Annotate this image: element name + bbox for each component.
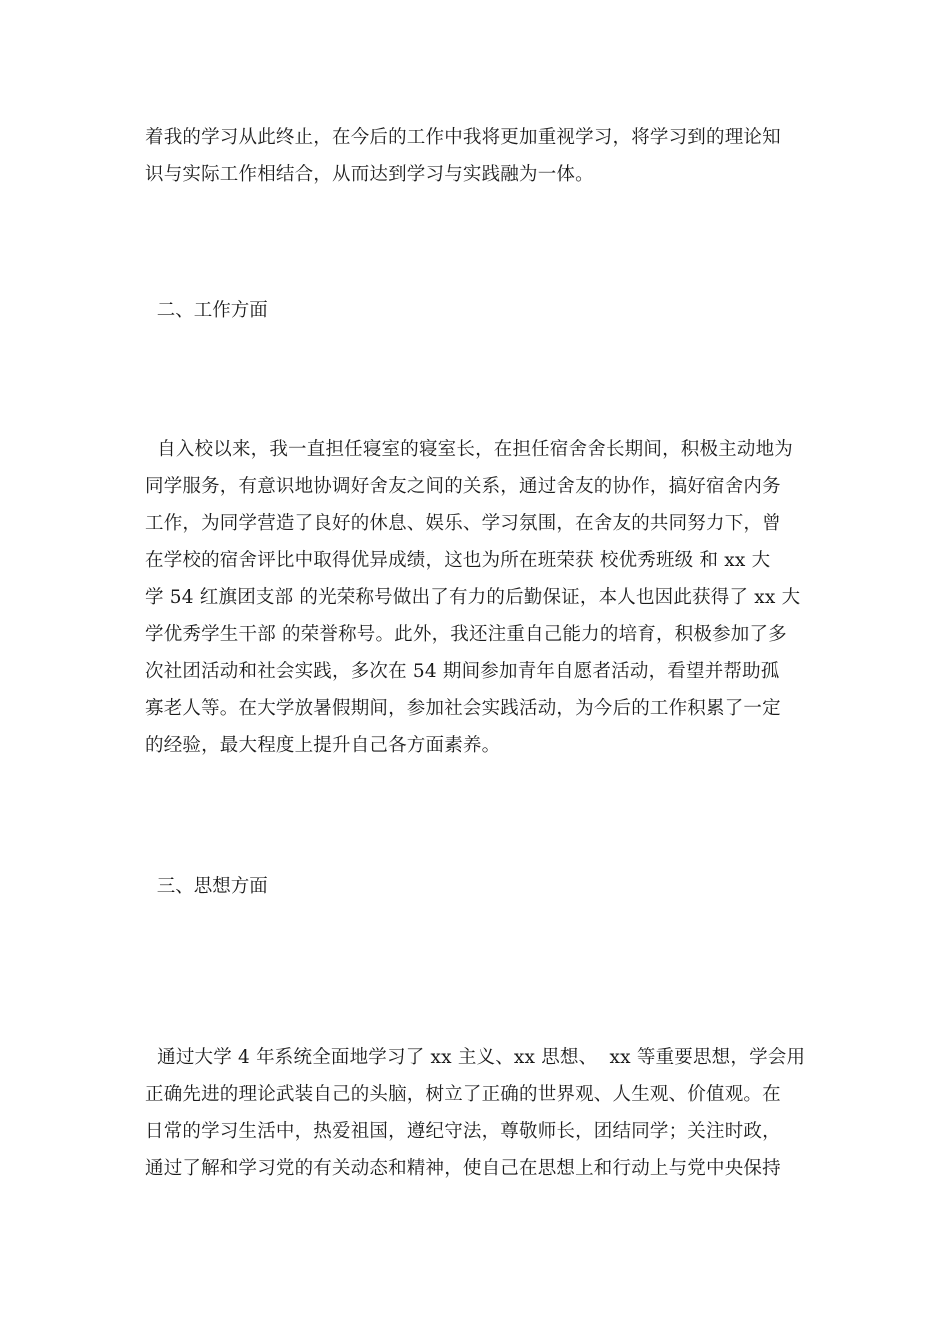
section-heading-work: 二、工作方面 [145, 300, 268, 321]
section-heading-thought: 三、思想方面 [145, 876, 268, 897]
paragraph-work-line-9: 的经验，最大程度上提升自己各方面素养。 [145, 735, 501, 756]
paragraph-thought-line-3: 日常的学习生活中，热爱祖国，遵纪守法，尊敬师长，团结同学；关注时政， [145, 1121, 781, 1142]
paragraph-work-line-5: 学 54 红旗团支部 的光荣称号做出了有力的后勤保证，本人也因此获得了 xx 大 [145, 587, 801, 608]
paragraph-work-line-2: 同学服务，有意识地协调好舍友之间的关系，通过舍友的协作，搞好宿舍内务 [145, 476, 781, 497]
paragraph-intro-line-1: 着我的学习从此终止，在今后的工作中我将更加重视学习，将学习到的理论知 [145, 127, 781, 148]
paragraph-work-line-6: 学优秀学生干部 的荣誉称号。此外，我还注重自己能力的培育，积极参加了多 [145, 624, 787, 645]
paragraph-work-line-1: 自入校以来，我一直担任寝室的寝室长，在担任宿舍舍长期间，积极主动地为 [145, 439, 793, 460]
paragraph-work-line-4: 在学校的宿舍评比中取得优异成绩，这也为所在班荣获 校优秀班级 和 xx 大 [145, 550, 771, 571]
paragraph-intro-line-2: 识与实际工作相结合，从而达到学习与实践融为一体。 [145, 164, 594, 185]
paragraph-work-line-7: 次社团活动和社会实践，多次在 54 期间参加青年自愿者活动，看望并帮助孤 [145, 661, 780, 682]
paragraph-work-line-8: 寡老人等。在大学放暑假期间，参加社会实践活动，为今后的工作积累了一定 [145, 698, 781, 719]
paragraph-work-line-3: 工作，为同学营造了良好的休息、娱乐、学习氛围，在舍友的共同努力下，曾 [145, 513, 781, 534]
paragraph-thought-line-2: 正确先进的理论武装自己的头脑，树立了正确的世界观、人生观、价值观。在 [145, 1084, 781, 1105]
paragraph-thought-line-1: 通过大学 4 年系统全面地学习了 xx 主义、xx 思想、 xx 等重要思想，学会用 [145, 1047, 806, 1068]
paragraph-thought-line-4: 通过了解和学习党的有关动态和精神，使自己在思想上和行动上与党中央保持 [145, 1158, 781, 1179]
